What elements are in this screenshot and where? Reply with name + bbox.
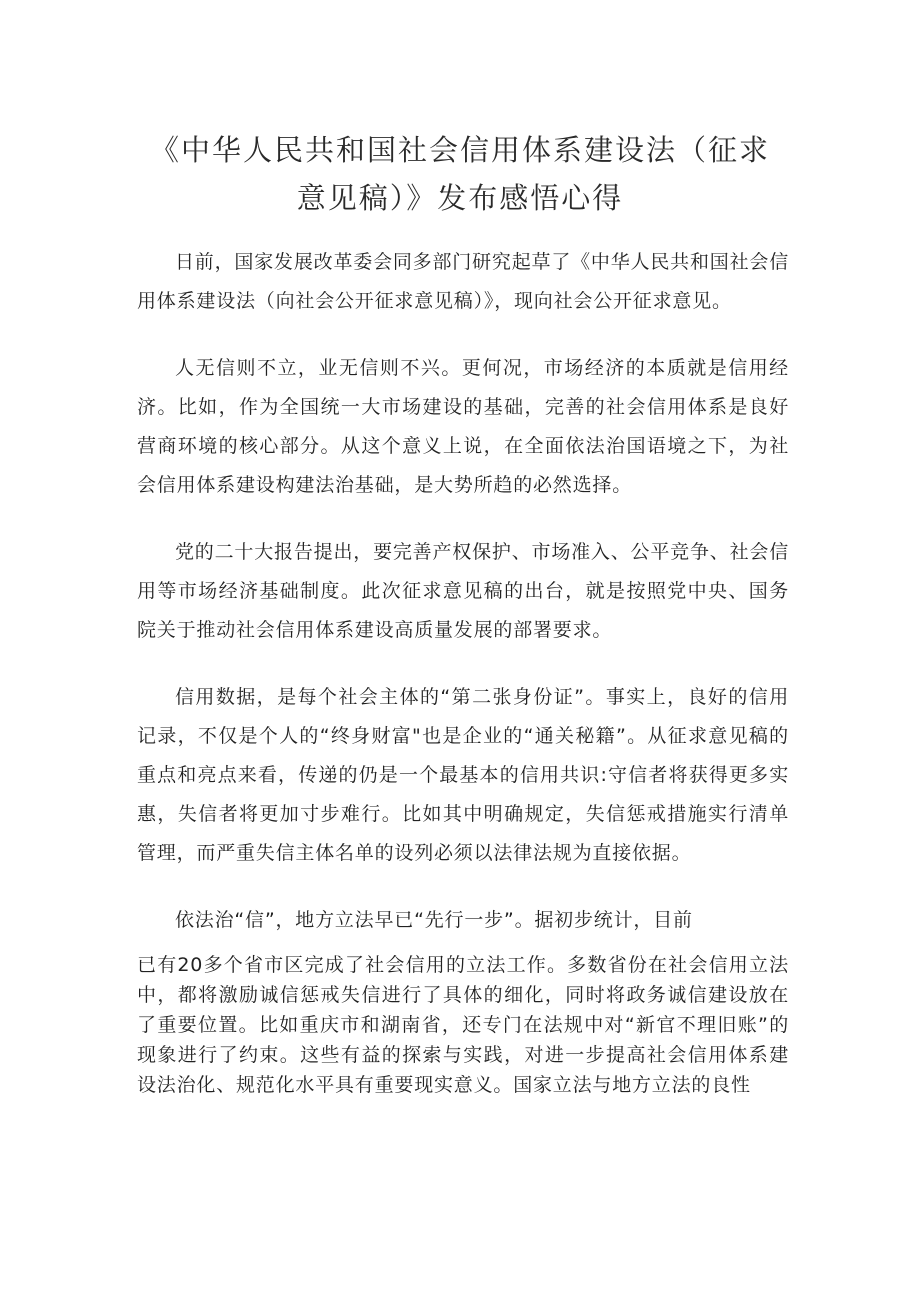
paragraph-local-legislation-start: 依法治“信”，地方立法早已“先行一步”。据初步统计，目前 [175, 909, 693, 931]
document-title: 《中华人民共和国社会信用体系建设法（征求意见稿）》发布感悟心得 [149, 133, 770, 215]
paragraph-intro: 日前，国家发展改革委会同多部门研究起草了《中华人民共和国社会信用体系建设法（向社会公开征求意见稿）》，现向社会公开征求意见。 [137, 251, 789, 312]
paragraph-credit-economy: 人无信则不立，业无信则不兴。更何况，市场经济的本质就是信用经济。比如，作为全国统一大市场建设的基础，完善的社会信用体系是良好营商环境的核心部分。从这个意义上说，在全面依法治国语境之下，为社会信用体系建设构建法治基础，是大势所趋的必然选择。 [137, 357, 789, 496]
paragraph-credit-data: 信用数据，是每个社会主体的“第二张身份证”。事实上，良好的信用记录，不仅是个人的“终身财富"也是企业的“通关秘籍”。从征求意见稿的重点和亮点来看，传递的仍是一个最基本的信用共识:守信者将获得更多实惠，失信者将更加寸步难行。比如其中明确规定，失信惩戒措施实行清单管理，而严重失信主体名单的设列必须以法律法规为直接依据。 [137, 686, 789, 864]
paragraph-party-report: 党的二十大报告提出，要完善产权保护、市场准入、公平竞争、社会信用等市场经济基础制度。此次征求意见稿的出台，就是按照党中央、国务院关于推动社会信用体系建设高质量发展的部署要求。 [137, 541, 789, 641]
document-body [137, 243, 789, 1100]
paragraph-local-legislation-continued: 已有20多个省市区完成了社会信用的立法工作。多数省份在社会信用立法中，都将激励诚信惩戒失信进行了具体的细化，同时将政务诚信建设放在了重要位置。比如重庆市和湖南省，还专门在法规中对“新官不理旧账”的现象进行了约束。这些有益的探索与实践，对进一步提高社会信用体系建设法治化、规范化水平具有重要现实意义。国家立法与地方立法的良性 [137, 954, 789, 1096]
